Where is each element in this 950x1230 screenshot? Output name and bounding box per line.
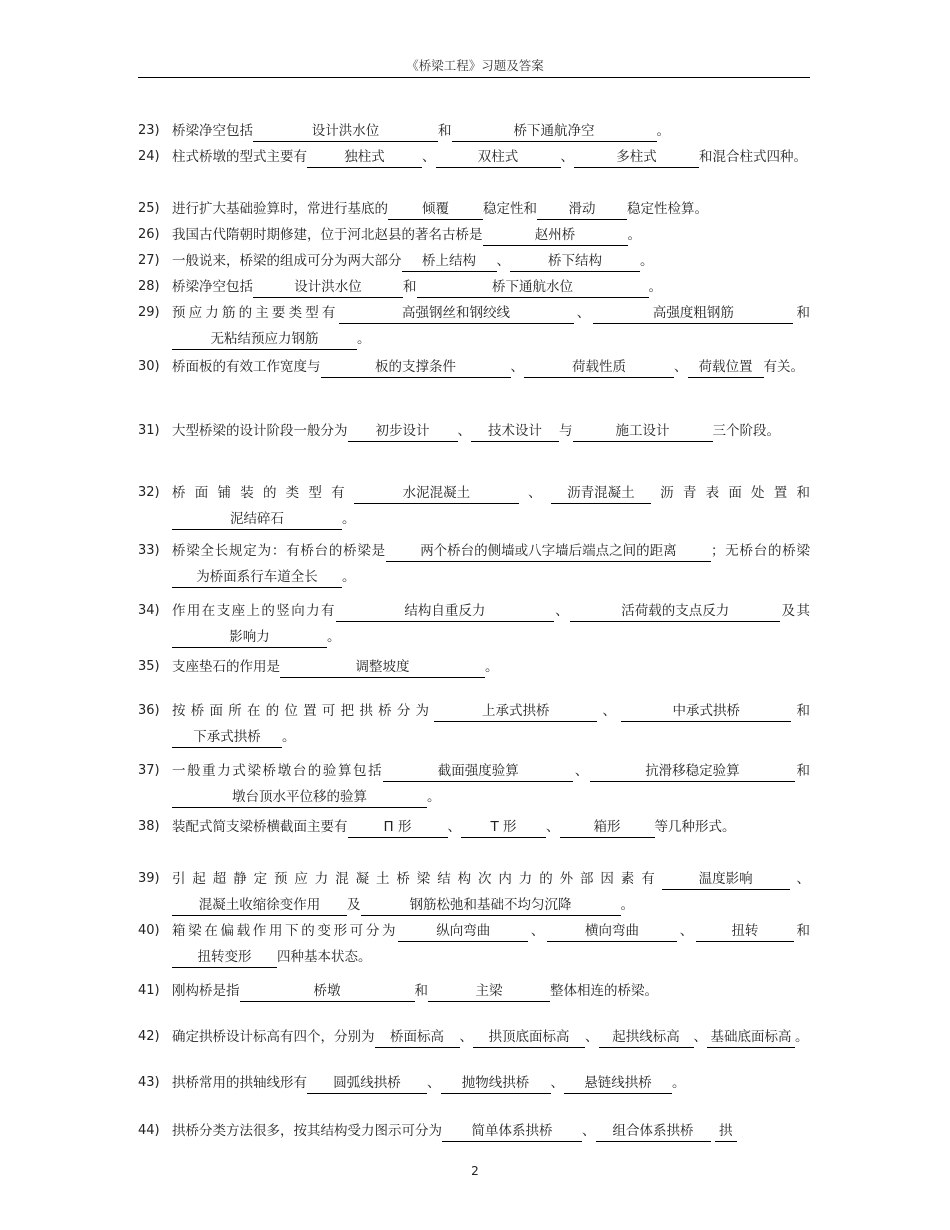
answer-blank: 板的支撑条件 [321,357,511,378]
question-number: 32) [138,485,160,500]
answer-blank: 基础底面标高 [707,1027,795,1048]
question-fragment: 及 [347,897,361,913]
question-fragment: 。 [656,123,670,139]
question-fragment: 、 [582,1123,596,1139]
question-fragment: 。 [327,629,341,645]
question-fragment: 支座垫石的作用是 [172,659,280,675]
answer-blank: 桥下通航水位 [417,277,649,298]
question-item [138,118,810,144]
question-item [138,418,810,444]
question-text [172,654,810,680]
answer-blank: 桥下结构 [510,251,640,272]
question-fragment: 、 [447,819,461,835]
answer-blank: 主梁 [428,981,550,1002]
question-fragment: 。 [627,227,641,243]
answer-blank: 泥结碎石 [172,509,342,530]
question-item [138,1070,810,1096]
question-item [138,480,810,532]
answer-blank: 调整坡度 [280,657,485,678]
question-item [138,196,810,222]
answer-blank: 荷载位置 [688,357,764,378]
question-text [172,538,810,590]
question-number: 33) [138,543,160,558]
answer-blank: 中承式拱桥 [621,701,791,722]
question-fragment: 、 [674,359,688,375]
answer-blank: 结构自重反力 [336,601,554,622]
question-fragment: 。 [342,511,356,527]
question-item [138,758,810,810]
answer-blank: 赵州桥 [483,225,628,246]
question-item [138,654,810,680]
question-fragment: 和 [403,279,417,295]
question-item [138,300,810,352]
question-fragment: 及其 [780,603,811,619]
answer-blank: 混凝土收缩徐变作用 [172,895,347,916]
question-fragment: 确定拱桥设计标高有四个，分别为 [172,1029,375,1045]
question-item [138,222,810,248]
question-fragment: 、 [573,763,590,779]
question-number: 30) [138,359,160,374]
question-item [138,978,810,1004]
answer-blank: 倾覆 [388,199,483,220]
answer-blank: 纵向弯曲 [398,921,528,942]
question-fragment: 、 [422,149,436,165]
question-number: 43) [138,1075,160,1090]
answer-blank: 技术设计 [471,421,559,442]
question-fragment: 。 [620,897,634,913]
answer-blank: 桥下通航净空 [452,121,657,142]
question-fragment: 。 [357,331,371,347]
question-text [172,274,810,300]
answer-blank: 起拱线标高 [599,1027,694,1048]
question-fragment: 。 [672,1075,686,1091]
question-fragment: 。 [795,1029,809,1045]
question-item [138,918,810,970]
question-fragment: 和 [794,763,811,779]
question-number: 29) [138,305,160,320]
answer-blank: 独柱式 [307,147,422,168]
question-fragment: 和 [438,123,452,139]
question-item [138,598,810,650]
question-fragment: 一般说来，桥梁的组成可分为两大部分 [172,253,402,269]
question-number: 25) [138,201,160,216]
answer-blank: 双柱式 [436,147,561,168]
question-text [172,300,810,352]
question-text [172,814,810,840]
question-fragment: 、 [528,923,548,939]
question-fragment: 刚构桥是指 [172,983,240,999]
question-text [172,866,810,918]
question-fragment: 稳定性和 [483,201,537,217]
question-fragment: 、 [597,703,622,719]
answer-blank: 滑动 [537,199,627,220]
answer-blank: 下承式拱桥 [172,727,282,748]
question-text [172,196,810,222]
question-item [138,866,810,918]
answer-blank: 悬链线拱桥 [564,1073,672,1094]
question-text [172,480,810,532]
question-fragment: 等几种形式。 [654,819,736,835]
question-fragment: 。 [282,729,296,745]
question-fragment: 、 [427,1075,441,1091]
answer-blank: 设计洪水位 [253,277,403,298]
question-item [138,538,810,590]
question-item [138,1024,810,1050]
question-text [172,978,810,1004]
question-fragment: 装配式简支梁桥横截面主要有 [172,819,348,835]
question-fragment: 我国古代隋朝时期修建，位于河北赵县的著名古桥是 [172,227,483,243]
answer-blank: 水泥混凝土 [354,483,519,504]
question-fragment: 、 [560,149,574,165]
question-fragment: 、 [677,923,696,939]
question-fragment: 引起超静定预应力混凝土桥梁结构次内力的外部因素有 [172,871,662,887]
question-text [172,1070,810,1096]
question-item [138,274,810,300]
question-fragment: 、 [457,423,471,439]
question-fragment: 、 [550,1075,564,1091]
question-fragment: 拱桥常用的拱轴线形有 [172,1075,307,1091]
question-text [172,598,810,650]
question-fragment: 和 [793,923,811,939]
answer-blank: 箱形 [560,817,655,838]
answer-blank: 高强度粗钢筋 [593,303,793,324]
question-item [138,144,810,170]
question-fragment: 四种基本状态。 [277,949,372,965]
question-fragment: 桥梁净空包括 [172,123,253,139]
question-fragment: 桥梁全长规定为：有桥台的桥梁是 [172,543,386,559]
question-number: 40) [138,923,160,938]
question-text [172,144,810,170]
answer-blank: Π 形 [348,817,448,838]
answer-blank: 拱顶底面标高 [473,1027,585,1048]
question-fragment: 和混合柱式四种。 [699,149,807,165]
question-fragment: 桥梁净空包括 [172,279,253,295]
question-text [172,1024,810,1050]
answer-blank: 无粘结预应力钢筋 [172,329,357,350]
answer-blank: 抗滑移稳定验算 [590,761,795,782]
question-item [138,698,810,750]
answer-blank: T 形 [461,817,546,838]
answer-blank: 初步设计 [348,421,458,442]
answer-blank: 桥墩 [240,981,415,1002]
question-text [172,1118,810,1144]
question-number: 24) [138,149,160,164]
question-fragment: 、 [553,603,571,619]
question-number: 27) [138,253,160,268]
question-fragment: 有关。 [763,359,804,375]
answer-blank: 高强钢丝和钢绞线 [339,303,574,324]
question-fragment: 桥面铺装的类型有 [172,485,354,501]
question-number: 26) [138,227,160,242]
question-fragment: 、 [573,305,594,321]
question-text [172,758,810,810]
question-number: 28) [138,279,160,294]
question-number: 38) [138,819,160,834]
question-fragment: 一般重力式梁桥墩台的验算包括 [172,763,384,779]
question-fragment: 预应力筋的主要类型有 [172,305,339,321]
question-fragment: 和 [414,983,428,999]
question-fragment: 。 [485,659,499,675]
answer-blank: 温度影响 [662,869,790,890]
answer-blank: 桥面标高 [375,1027,460,1048]
question-text [172,418,810,444]
question-fragment: 柱式桥墩的型式主要有 [172,149,307,165]
question-fragment: ；无桥台的桥梁 [710,543,811,559]
answer-blank: 上承式拱桥 [434,701,597,722]
header-rule [138,77,810,78]
page-number: 2 [471,1164,479,1178]
question-number: 44) [138,1123,160,1138]
question-number: 36) [138,703,160,718]
question-text [172,248,810,274]
answer-blank: 两个桥台的侧墙或八字墙后端点之间的距离 [386,541,711,562]
answer-blank: 钢筋松弛和基础不均匀沉降 [361,895,621,916]
answer-blank: 扭转 [696,921,794,942]
question-number: 35) [138,659,160,674]
answer-blank: 圆弧线拱桥 [307,1073,427,1094]
question-fragment: 、 [510,359,524,375]
question-number: 23) [138,123,160,138]
answer-blank: 组合体系拱桥 [596,1121,711,1142]
question-fragment: 、 [585,1029,599,1045]
answer-blank: 沥青混凝土 [551,483,651,504]
question-fragment: 沥青表面处置和 [650,485,811,501]
question-fragment: 、 [693,1029,707,1045]
question-fragment: 稳定性检算。 [627,201,708,217]
running-header: 《桥梁工程》习题及答案 [406,58,544,73]
question-fragment: 三个阶段。 [712,423,780,439]
answer-blank: 截面强度验算 [383,761,573,782]
question-text [172,918,810,970]
question-item [138,814,810,840]
answer-blank: 墩台顶水平位移的验算 [172,787,427,808]
question-number: 34) [138,603,160,618]
question-fragment: 和 [791,703,811,719]
question-fragment: 拱桥分类方法很多，按其结构受力图示可分为 [172,1123,442,1139]
question-fragment: 箱梁在偏载作用下的变形可分为 [172,923,399,939]
question-fragment: 、 [546,819,560,835]
question-text [172,354,810,380]
question-fragment: 与 [559,423,573,439]
question-number: 41) [138,983,160,998]
answer-blank: 施工设计 [573,421,713,442]
question-item [138,248,810,274]
question-fragment: 和 [793,305,811,321]
question-text [172,698,810,750]
answer-blank: 拱 [715,1121,737,1142]
answer-blank: 扭转变形 [172,947,277,968]
answer-blank: 设计洪水位 [253,121,438,142]
question-number: 39) [138,871,160,886]
question-item [138,354,810,380]
question-fragment: 进行扩大基础验算时，常进行基底的 [172,201,388,217]
question-fragment: 、 [518,485,551,501]
question-fragment: 。 [648,279,662,295]
question-fragment: 。 [342,569,356,585]
question-fragment: 、 [789,871,811,887]
answer-blank: 横向弯曲 [547,921,677,942]
question-fragment: 、 [496,253,510,269]
question-fragment: 整体相连的桥梁。 [550,983,658,999]
question-number: 31) [138,423,160,438]
question-fragment: 大型桥梁的设计阶段一般分为 [172,423,348,439]
answer-blank: 多柱式 [574,147,699,168]
question-fragment: 、 [459,1029,473,1045]
answer-blank: 抛物线拱桥 [441,1073,551,1094]
answer-blank: 简单体系拱桥 [442,1121,582,1142]
question-fragment: 。 [640,253,654,269]
question-number: 37) [138,763,160,778]
question-text [172,222,810,248]
answer-blank: 为桥面系行车道全长 [172,567,342,588]
question-fragment: 。 [427,789,441,805]
question-fragment: 按桥面所在的位置可把拱桥分为 [172,703,435,719]
answer-blank: 活荷载的支点反力 [570,601,780,622]
answer-blank: 荷载性质 [524,357,674,378]
answer-blank: 桥上结构 [402,251,497,272]
question-fragment: 作用在支座上的竖向力有 [172,603,336,619]
question-item [138,1118,810,1144]
question-fragment: 桥面板的有效工作宽度与 [172,359,321,375]
question-text [172,118,810,144]
question-number: 42) [138,1029,160,1044]
answer-blank: 影响力 [172,627,327,648]
